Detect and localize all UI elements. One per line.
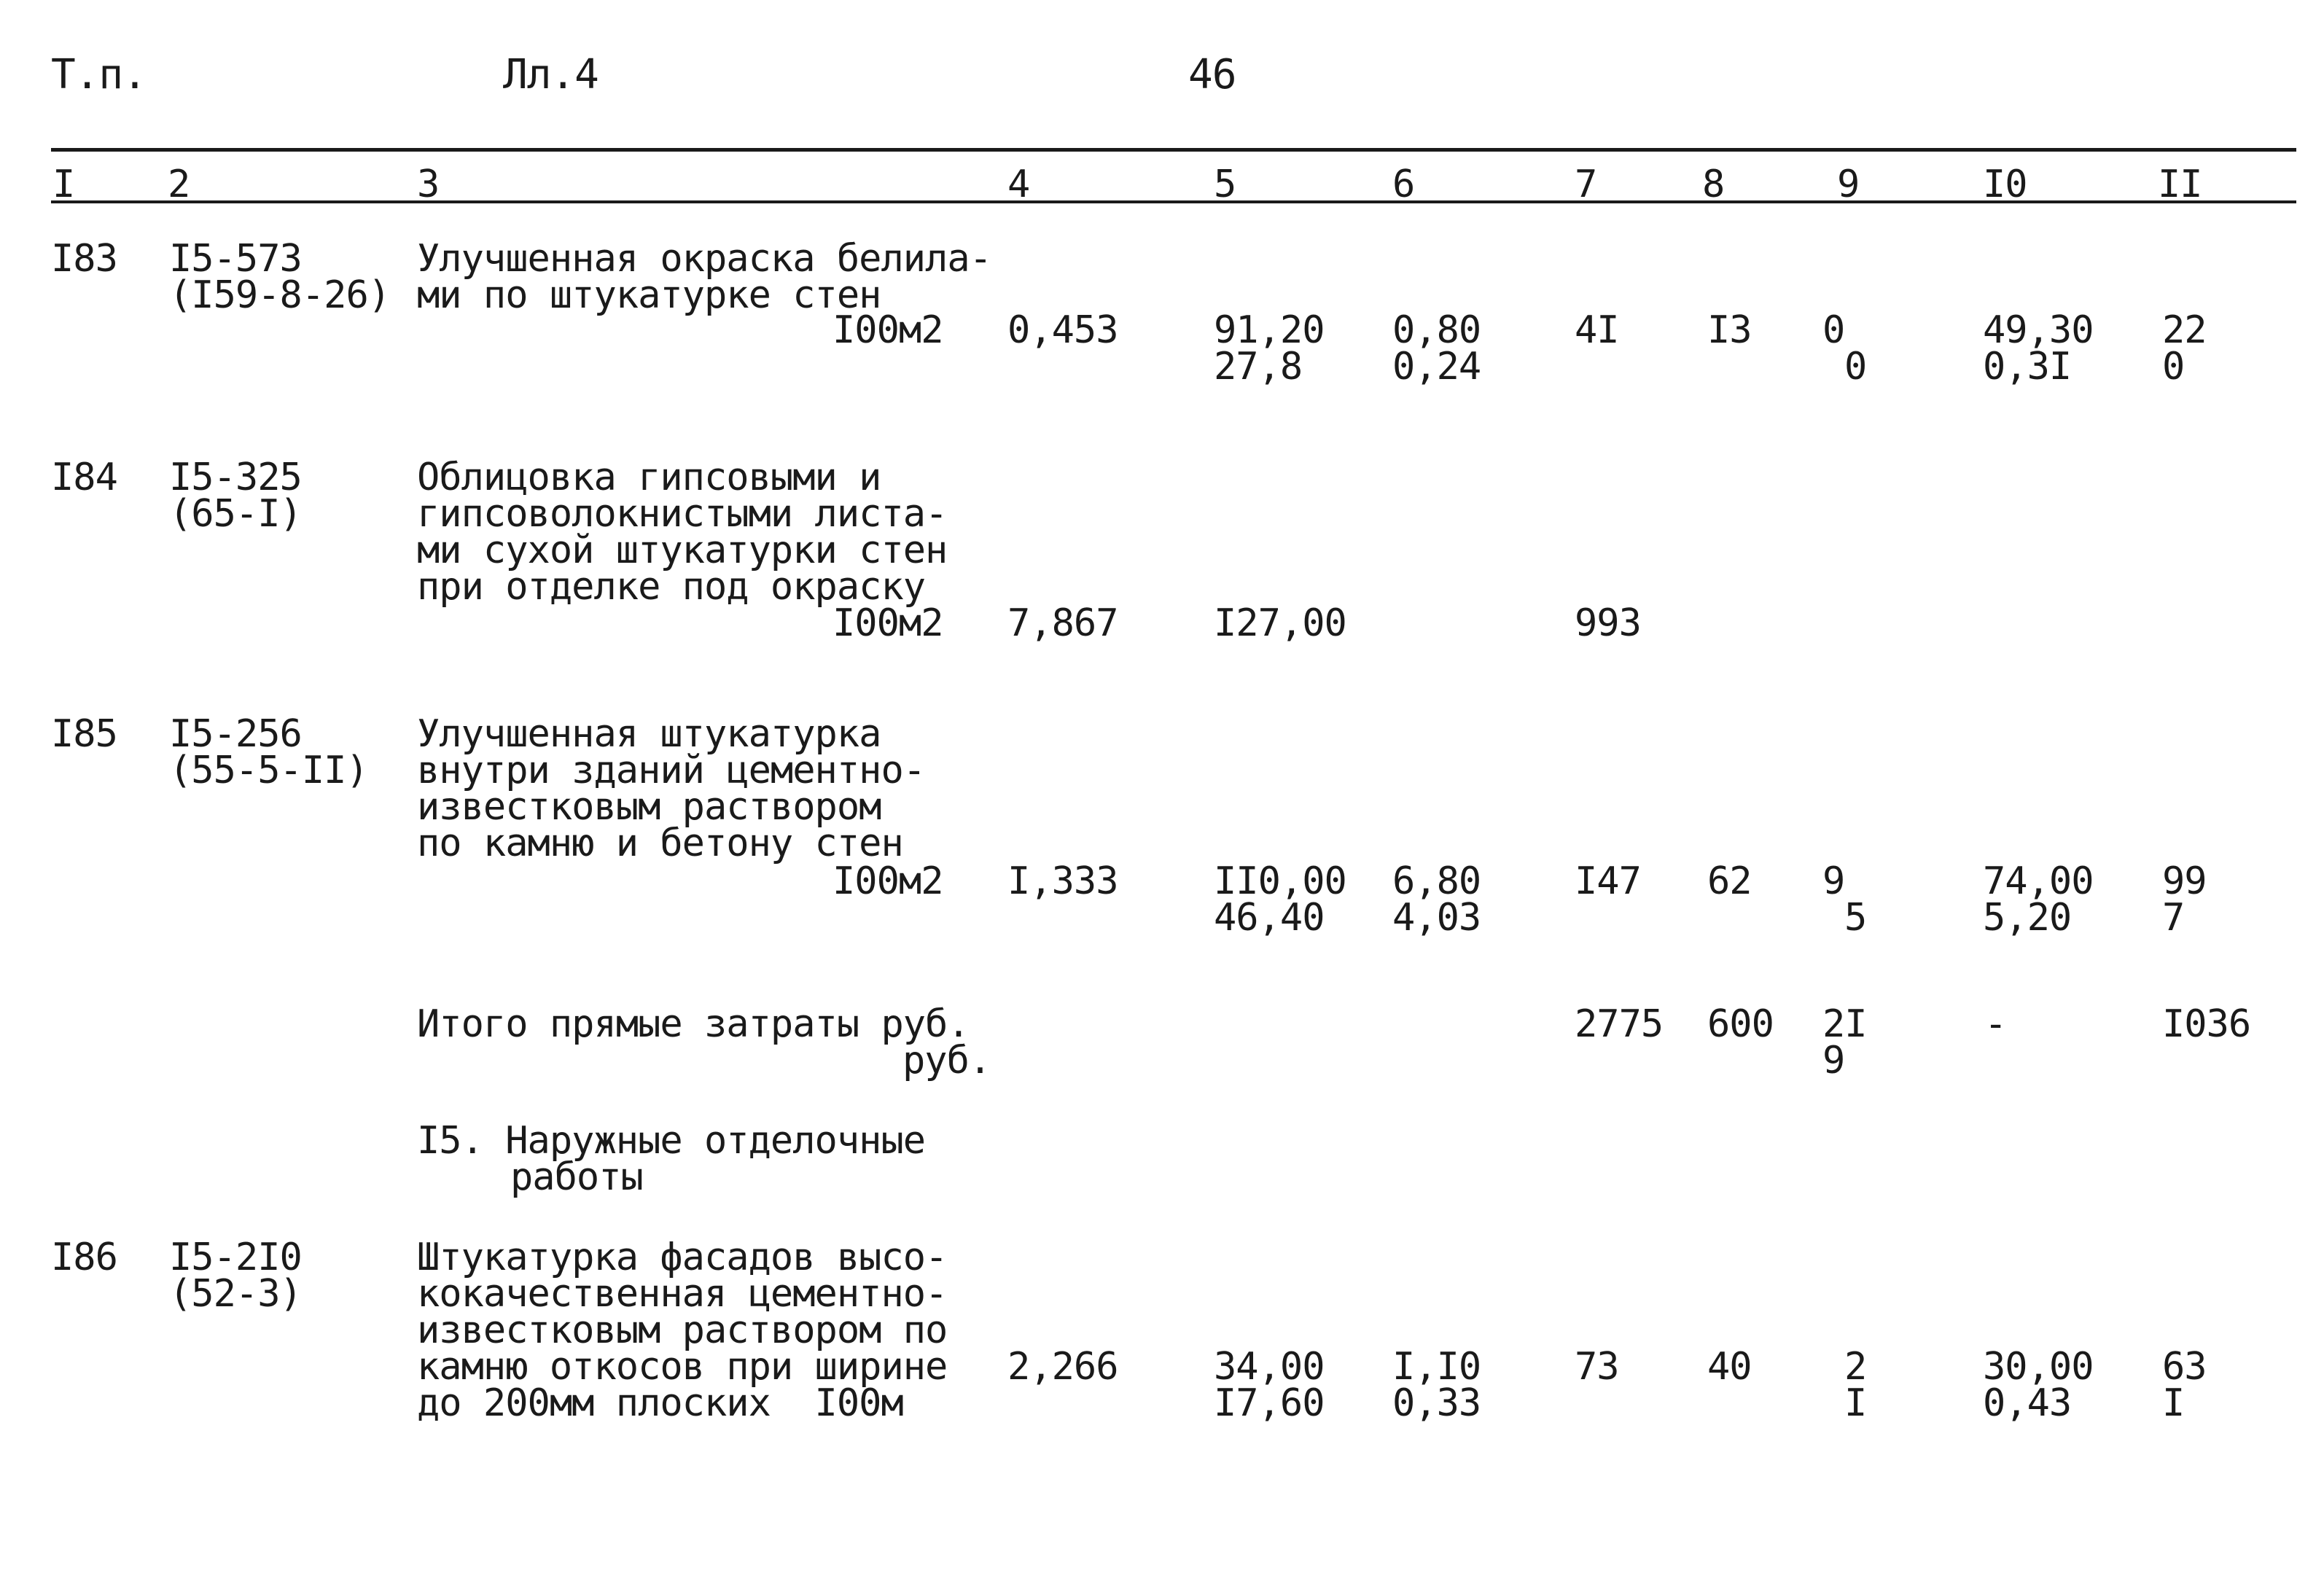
col-header-6: 6 <box>1392 163 1415 206</box>
total-col10: - <box>1984 1002 2007 1046</box>
unit: I00м2 <box>832 308 943 352</box>
col-header-7: 7 <box>1575 163 1597 206</box>
col-header-10: I0 <box>1983 163 2027 206</box>
norm-code-ref: (55-5-II) <box>169 749 368 792</box>
cell-col6-sub: 0,24 <box>1392 345 1481 389</box>
cell-unit-cost-wage: 46,40 <box>1214 896 1325 940</box>
cell-col10: 30,00 <box>1983 1345 2094 1389</box>
row-number: I85 <box>51 712 117 756</box>
work-description: известковым раствором <box>417 785 881 829</box>
work-description: ми по штукатурке стен <box>417 273 881 317</box>
work-description: внутри зданий цементно- <box>417 749 926 792</box>
work-description: Улучшенная штукатурка <box>417 712 881 756</box>
unit: I00м2 <box>832 601 943 645</box>
norm-code: I5-2I0 <box>169 1236 302 1279</box>
header-left: Т.п. <box>51 51 147 98</box>
norm-code-ref: (I59-8-26) <box>169 273 391 317</box>
work-description: известковым раствором по <box>417 1308 948 1352</box>
norm-code-ref: (52-3) <box>169 1272 302 1316</box>
norm-code: I5-325 <box>169 456 302 499</box>
work-description: Улучшенная окраска белила- <box>417 237 991 281</box>
col-header-5: 5 <box>1214 163 1236 206</box>
cell-col11-sub: I <box>2162 1381 2185 1425</box>
header-rule-bottom <box>51 200 2296 203</box>
cell-total-cost: I47 <box>1575 859 1641 903</box>
cell-col6-sub: 0,33 <box>1392 1381 1481 1425</box>
col-header-9: 9 <box>1837 163 1860 206</box>
total-label: Итого прямые затраты руб. <box>417 1002 970 1046</box>
cell-col6-sub: 4,03 <box>1392 896 1481 940</box>
work-description: гипсоволокнистыми листа- <box>417 492 948 536</box>
cell-col6: 6,80 <box>1392 859 1481 903</box>
section-title: I5. Наружные отделочные <box>417 1119 926 1163</box>
col-header-3: 3 <box>417 163 440 206</box>
cell-col11: 99 <box>2162 859 2207 903</box>
cell-col11: 63 <box>2162 1345 2207 1389</box>
cell-col8: 62 <box>1707 859 1752 903</box>
page-number: 46 <box>1188 51 1236 98</box>
cell-unit-cost-wage: I7,60 <box>1214 1381 1325 1425</box>
unit: I00м2 <box>832 859 943 903</box>
cell-quantity: 2,266 <box>1007 1345 1118 1389</box>
cell-unit-cost: 91,20 <box>1214 308 1325 352</box>
norm-code-ref: (65-I) <box>169 492 302 536</box>
col-header-11: II <box>2158 163 2202 206</box>
row-number: I84 <box>51 456 117 499</box>
cell-col11-sub: 7 <box>2162 896 2185 940</box>
cell-quantity: 0,453 <box>1007 308 1118 352</box>
norm-code: I5-573 <box>169 237 302 281</box>
cell-unit-cost: I27,00 <box>1214 601 1346 645</box>
cell-total-cost: 993 <box>1575 601 1641 645</box>
total-col9-sub: 9 <box>1822 1039 1845 1082</box>
cell-total-cost: 73 <box>1575 1345 1619 1389</box>
cell-col9-sub: 5 <box>1844 896 1867 940</box>
cell-col9: 9 <box>1822 859 1845 903</box>
cell-unit-cost: 34,00 <box>1214 1345 1325 1389</box>
total-col7: 2775 <box>1575 1002 1664 1046</box>
cell-col11: 22 <box>2162 308 2207 352</box>
cell-total-cost: 4I <box>1575 308 1619 352</box>
cell-col10: 74,00 <box>1983 859 2094 903</box>
work-description: Штукатурка фасадов высо- <box>417 1236 948 1279</box>
work-description: Облицовка гипсовыми и <box>417 456 881 499</box>
col-header-2: 2 <box>168 163 190 206</box>
work-description: ми сухой штукатурки стен <box>417 528 948 572</box>
cell-col6: 0,80 <box>1392 308 1481 352</box>
cell-col9: 2 <box>1844 1345 1867 1389</box>
row-number: I86 <box>51 1236 117 1279</box>
norm-code: I5-256 <box>169 712 302 756</box>
section-title-cont: работы <box>510 1155 643 1199</box>
col-header-4: 4 <box>1007 163 1030 206</box>
cell-unit-cost-wage: 27,8 <box>1214 345 1303 389</box>
work-description: кокачественная цементно- <box>417 1272 948 1316</box>
cell-col11-sub: 0 <box>2162 345 2185 389</box>
col-header-1: I <box>52 163 75 206</box>
sheet-label: Лл.4 <box>503 51 598 98</box>
cell-unit-cost: II0,00 <box>1214 859 1346 903</box>
row-number: I83 <box>51 237 117 281</box>
cell-col9: 0 <box>1822 308 1845 352</box>
cell-col10-sub: 5,20 <box>1983 896 2072 940</box>
total-col9: 2I <box>1822 1002 1867 1046</box>
work-description: до 200мм плоских I00м <box>417 1381 903 1425</box>
cell-quantity: 7,867 <box>1007 601 1118 645</box>
total-col8: 600 <box>1707 1002 1774 1046</box>
cell-col10: 49,30 <box>1983 308 2094 352</box>
cell-col8: 40 <box>1707 1345 1752 1389</box>
cell-col9-sub: I <box>1844 1381 1867 1425</box>
total-col11: I036 <box>2162 1002 2251 1046</box>
cell-col10-sub: 0,43 <box>1983 1381 2072 1425</box>
work-description: камню откосов при ширине <box>417 1345 948 1389</box>
header-rule-top <box>51 148 2296 152</box>
work-description: по камню и бетону стен <box>417 822 903 865</box>
cell-col10-sub: 0,3I <box>1983 345 2072 389</box>
cell-col6: I,I0 <box>1392 1345 1481 1389</box>
col-header-8: 8 <box>1702 163 1725 206</box>
cell-col9-sub: 0 <box>1844 345 1867 389</box>
cell-quantity: I,333 <box>1007 859 1118 903</box>
work-description: при отделке под окраску <box>417 565 926 609</box>
total-label-unit: руб. <box>902 1039 991 1082</box>
cell-col8: I3 <box>1707 308 1752 352</box>
